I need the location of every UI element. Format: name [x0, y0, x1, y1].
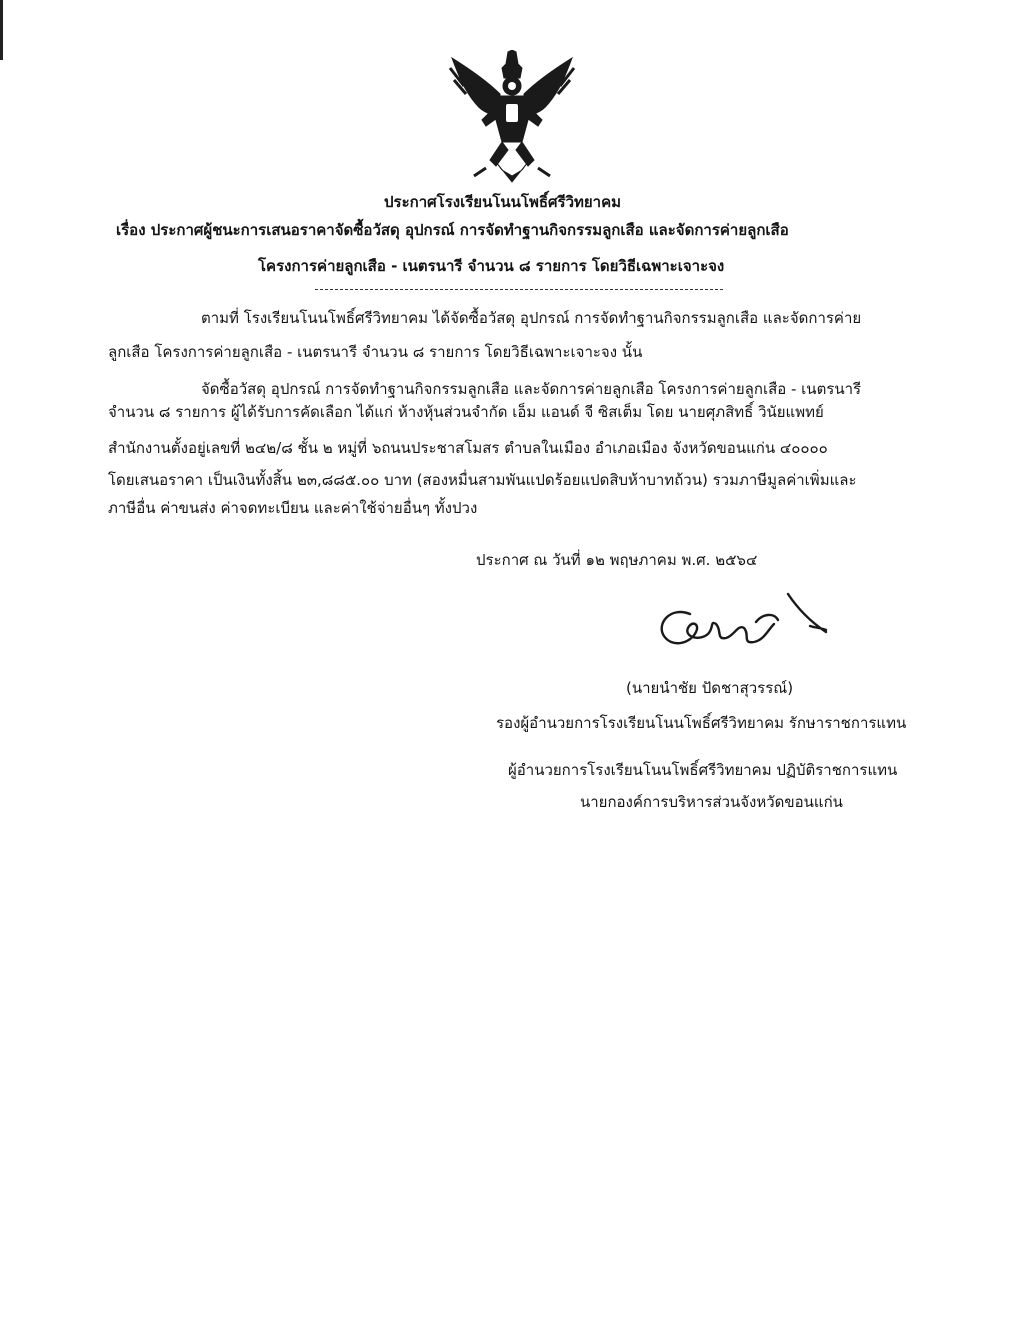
signatory-position-2: ผู้อำนวยการโรงเรียนโนนโพธิ์ศรีวิทยาคม ปฏิบัติราชการแทน: [508, 761, 898, 779]
body-paragraph-2-line-4: โดยเสนอราคา เป็นเงินทั้งสิ้น ๒๓,๘๘๕.๐๐ บาท (สองหมื่นสามพันแปดร้อยแปดสิบห้าบาทถ้วน) รวมภาษีมูลค่าเพิ่มและ: [108, 471, 857, 489]
announcement-date: ประกาศ ณ วันที่ ๑๒ พฤษภาคม พ.ศ. ๒๕๖๔: [476, 551, 758, 569]
subject-line-2: โครงการค่ายลูกเสือ - เนตรนารี จำนวน ๘ รายการ โดยวิธีเฉพาะเจาะจง: [258, 257, 725, 275]
body-paragraph-1-line-1: ตามที่ โรงเรียนโนนโพธิ์ศรีวิทยาคม ได้จัดซื้อวัสดุ อุปกรณ์ การจัดทำฐานกิจกรรมลูกเสือ และจัดการค่าย: [201, 309, 862, 327]
body-paragraph-2-line-3: สำนักงานตั้งอยู่เลขที่ ๒๔๒/๘ ชั้น ๒ หมู่ที่ ๖ถนนประชาสโมสร ตำบลในเมือง อำเภอเมือง จังหวัดขอนแก่น ๔๐๐๐๐: [108, 439, 828, 457]
body-paragraph-2-line-5: ภาษีอื่น ค่าขนส่ง ค่าจดทะเบียน และค่าใช้จ่ายอื่นๆ ทั้งปวง: [108, 499, 478, 517]
body-paragraph-1-line-2: ลูกเสือ โครงการค่ายลูกเสือ - เนตรนารี จำนวน ๘ รายการ โดยวิธีเฉพาะเจาะจง นั้น: [108, 343, 643, 361]
signatory-position-3: นายกองค์การบริหารส่วนจังหวัดขอนแก่น: [580, 793, 843, 811]
signatory-position-1: รองผู้อำนวยการโรงเรียนโนนโพธิ์ศรีวิทยาคม รักษาราชการแทน: [496, 714, 907, 732]
announcement-title: ประกาศโรงเรียนโนนโพธิ์ศรีวิทยาคม: [384, 193, 622, 211]
dashed-divider: [315, 289, 723, 290]
scan-edge-mark: [0, 0, 3, 60]
body-paragraph-2-line-1: จัดซื้อวัสดุ อุปกรณ์ การจัดทำฐานกิจกรรมลูกเสือ และจัดการค่ายลูกเสือ โครงการค่ายลูกเสือ - เนตรนารี: [201, 380, 862, 398]
garuda-emblem-icon: [446, 50, 578, 190]
body-paragraph-2-line-2: จำนวน ๘ รายการ ผู้ได้รับการคัดเลือก ได้แก่ ห้างหุ้นส่วนจำกัด เอ็ม แอนด์ จี ซิสเต็ม โดย นายศุภสิทธิ์ วินัยแพทย์: [108, 403, 824, 421]
subject-line-1: เรื่อง ประกาศผู้ชนะการเสนอราคาจัดซื้อวัสดุ อุปกรณ์ การจัดทำฐานกิจกรรมลูกเสือ และจัดการค่ายลูกเสือ: [116, 221, 789, 239]
handwritten-signature-icon: [650, 584, 840, 664]
signatory-name: (นายนำชัย ปัดชาสุวรรณ์): [626, 679, 794, 697]
